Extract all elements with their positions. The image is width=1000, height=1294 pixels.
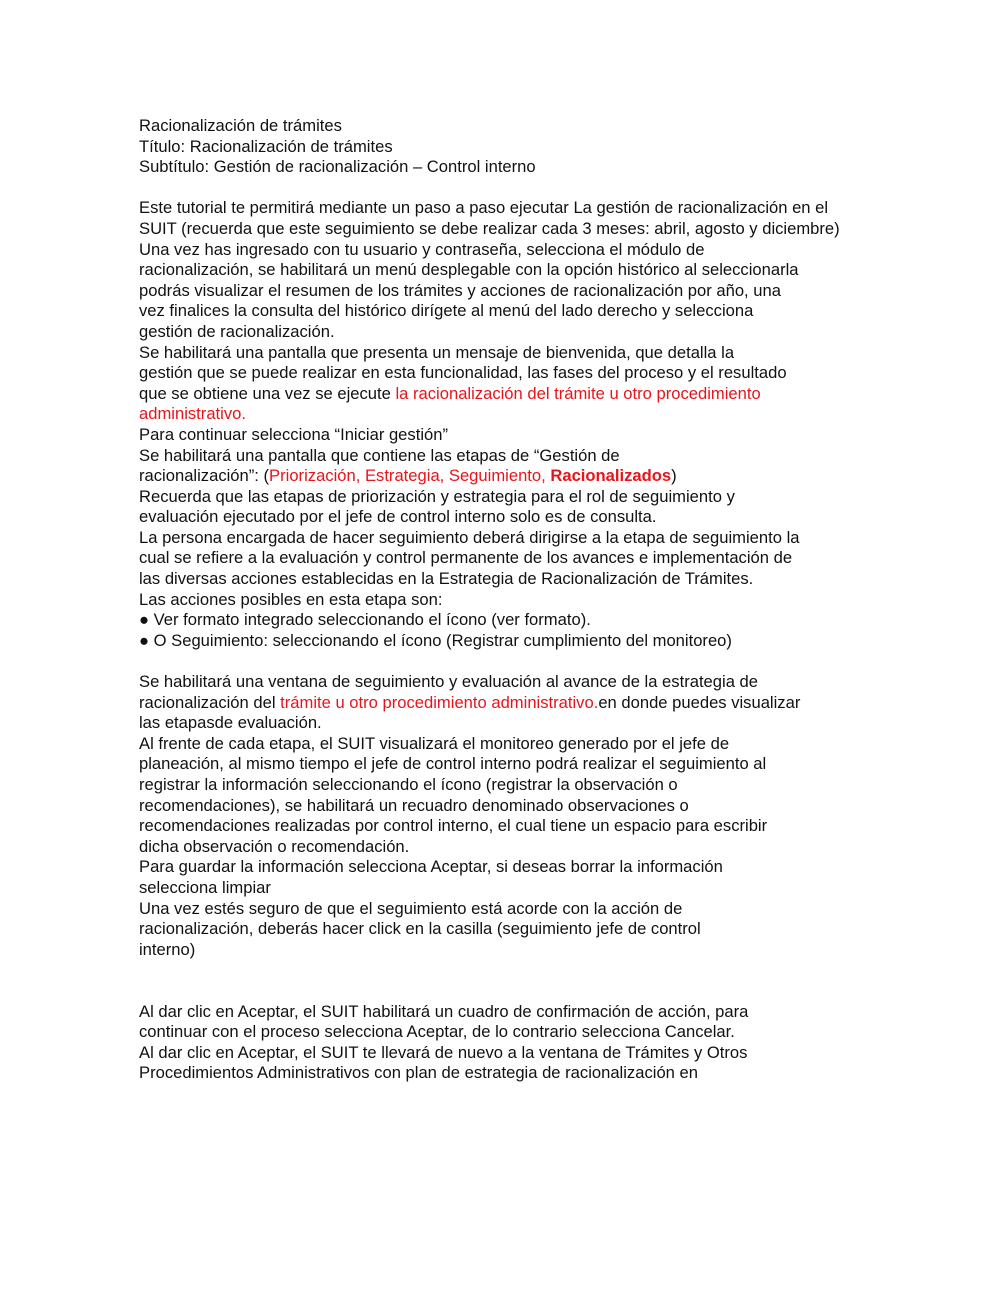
stages-paragraph [139, 446, 699, 487]
confirm-paragraph: Al dar clic en Aceptar, el SUIT habilitará un cuadro de confirmación de acción, para continuar con el proceso selecciona Aceptar, de lo contrario selecciona Cancelar. [139, 1001, 749, 1042]
window-text: Se habilitará una ventana de seguimiento y evaluación al avance de la estrategia de racionalización del [139, 672, 759, 712]
welcome-paragraph [139, 343, 789, 425]
document-page [139, 116, 879, 1084]
stages-highlight-bold: Racionalizados [550, 466, 672, 486]
stages-text: Se habilitará una pantalla que contiene las etapas de “Gestión de racionalización”: ( [139, 445, 620, 486]
doc-heading: Racionalización de trámites [139, 116, 342, 135]
sure-paragraph: Una vez estés seguro de que el seguimiento está acorde con la acción de racionalización, deberás hacer click en la casilla (seguimiento jefe de control interno) [139, 898, 701, 959]
front-paragraph: Al frente de cada etapa, el SUIT visualizará el monitoreo generado por el jefe de planeación, al mismo tiempo el jefe de control interno podrá realizar el seguimiento al registrar la información seleccionando el ícono (registrar la observación o recomendaciones), se habilitará un recuadro denominado observaciones o recomendaciones realizadas por control interno, el cual tiene un espacio para escribir dicha observación o recomendación. [139, 733, 768, 856]
welcome-highlight: la racionalización del trámite u otro procedimiento administrativo. [139, 383, 761, 424]
bullet-view-format: ● Ver formato integrado seleccionando el ícono (ver formato). [139, 610, 591, 630]
spacer [139, 960, 879, 1001]
window-paragraph [139, 672, 807, 734]
login-paragraph: Una vez has ingresado con tu usuario y contraseña, selecciona el módulo de racionalización, se habilitará un menú desplegable con la opción histórico al seleccionarla podrás visualizar el resumen de los trámites y acciones de racionalización por año, una vez finalices la consulta del histórico dirígete al menú del lado derecho y selecciona gestión de racionalización. [139, 239, 799, 341]
doc-title: Título: Racionalización de trámites [139, 136, 393, 156]
doc-subtitle: Subtítulo: Gestión de racionalización – Control interno [139, 157, 536, 177]
back-paragraph: Al dar clic en Aceptar, el SUIT te llevará de nuevo a la ventana de Trámites y Otros Procedimientos Administrativos con plan de estrategia de racionalización en [139, 1042, 748, 1083]
spacer [139, 178, 879, 199]
spacer [139, 651, 879, 672]
bullet-follow-up: ● O Seguimiento: seleccionando el ícono (Registrar cumplimiento del monitoreo) [139, 630, 732, 650]
welcome-text: Se habilitará una pantalla que presenta un mensaje de bienvenida, que detalla la gestión que se puede realizar en esta funcionalidad, las fases del proceso y el resultado que se obtiene una vez se ejecute [139, 342, 787, 403]
intro-paragraph: Este tutorial te permitirá mediante un paso a paso ejecutar La gestión de racionalización en el SUIT (recuerda que este seguimiento se debe realizar cada 3 meses: abril, agosto y diciembre) [139, 198, 840, 238]
window-highlight: trámite u otro procedimiento administrativo. [280, 692, 599, 712]
actions-paragraph: Las acciones posibles en esta etapa son: [139, 589, 443, 609]
person-paragraph: La persona encargada de hacer seguimiento deberá dirigirse a la etapa de seguimiento la cual se refiere a la evaluación y control permanente de los avances e implementación de las diversas acciones establecidas en la Estrategia de Racionalización de Trámites. [139, 527, 800, 589]
remember-paragraph: Recuerda que las etapas de priorización y estrategia para el rol de seguimiento y evaluación ejecutado por el jefe de control interno solo es de consulta. [139, 486, 735, 527]
save-paragraph: Para guardar la información selecciona Aceptar, si deseas borrar la información selecciona limpiar [139, 857, 723, 897]
continue-paragraph: Para continuar selecciona “Iniciar gestión” [139, 424, 448, 444]
stages-close: ) [671, 466, 677, 486]
window-text-end: en donde puedes visualizar las etapasde evaluación. [139, 692, 801, 733]
stages-highlight: Priorización, Estrategia, Seguimiento, [269, 466, 551, 486]
